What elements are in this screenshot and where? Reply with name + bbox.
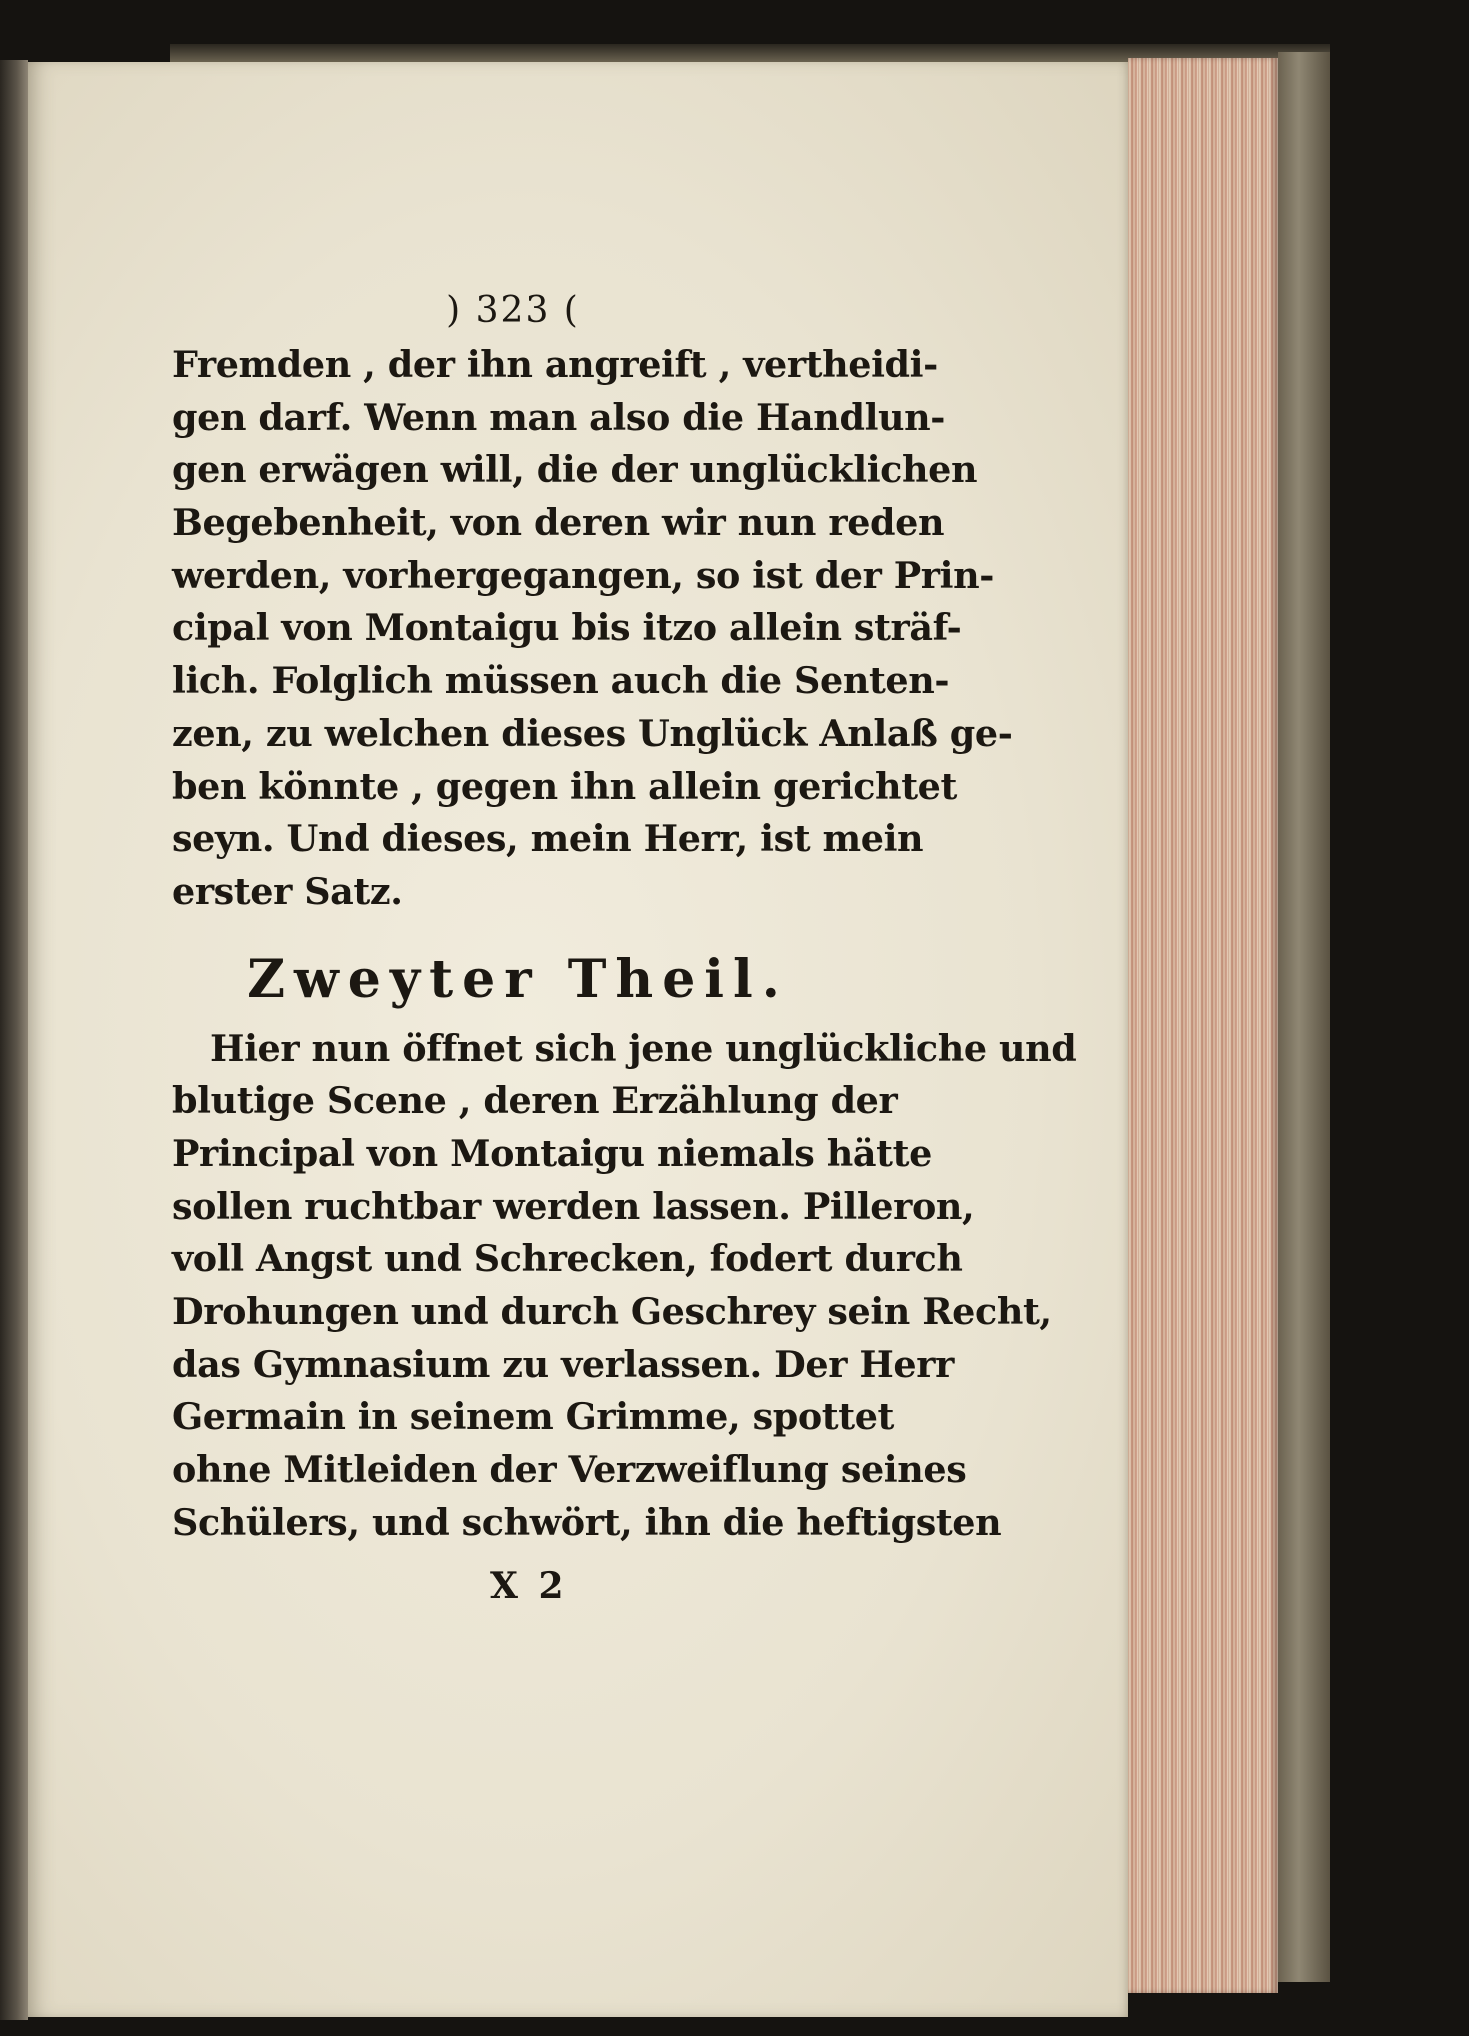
text-line: cipal von Montaigu bis itzo allein sträf-	[172, 606, 962, 650]
page-edges	[1128, 58, 1278, 1993]
text-line: Fremden , der ihn angreift , vertheidi-	[172, 343, 938, 386]
text-line: Principal von Montaigu niemals hätte	[172, 1131, 932, 1175]
text-line: voll Angst und Schrecken, fodert durch	[172, 1237, 963, 1281]
text-line: seyn. Und dieses, mein Herr, ist mein	[172, 817, 924, 861]
text-line: blutige Scene , deren Erzählung der	[172, 1079, 898, 1123]
text-line: gen darf. Wenn man also die Handlun-	[172, 395, 946, 439]
text-line: Hier nun öffnet sich jene unglückliche und	[210, 1026, 1077, 1070]
section-heading: Zweyter Theil.	[247, 948, 789, 1010]
page-text-block	[172, 290, 1077, 1608]
text-line: werden, vorhergegangen, so ist der Prin-	[172, 553, 994, 597]
text-line: Germain in seinem Grimme, spottet	[172, 1395, 895, 1439]
book-cover-right	[1278, 52, 1330, 1982]
paragraph-1	[172, 339, 1013, 919]
text-line: Schülers, und schwört, ihn die heftigsten	[172, 1500, 1002, 1544]
text-line: Begebenheit, von deren wir nun reden	[172, 501, 945, 545]
text-line: sollen ruchtbar werden lassen. Pilleron,	[172, 1184, 975, 1228]
printer-signature-mark: X 2	[490, 1565, 568, 1608]
text-line: ben könnte , gegen ihn allein gerichtet	[172, 764, 957, 808]
text-line: zen, zu welchen dieses Unglück Anlaß ge-	[172, 711, 1013, 755]
book-spine-left	[0, 60, 28, 2020]
text-line: das Gymnasium zu verlassen. Der Herr	[172, 1342, 954, 1386]
text-line: Drohungen und durch Geschrey sein Recht,	[172, 1290, 1052, 1333]
text-line: gen erwägen will, die der unglücklichen	[172, 448, 978, 492]
text-line: erster Satz.	[172, 869, 403, 913]
running-head-page-number: ) 323 (	[446, 290, 580, 331]
paragraph-2	[172, 1023, 1077, 1550]
text-line: lich. Folglich müssen auch die Senten-	[172, 659, 950, 703]
text-line: ohne Mitleiden der Verzweiflung seines	[172, 1448, 967, 1492]
